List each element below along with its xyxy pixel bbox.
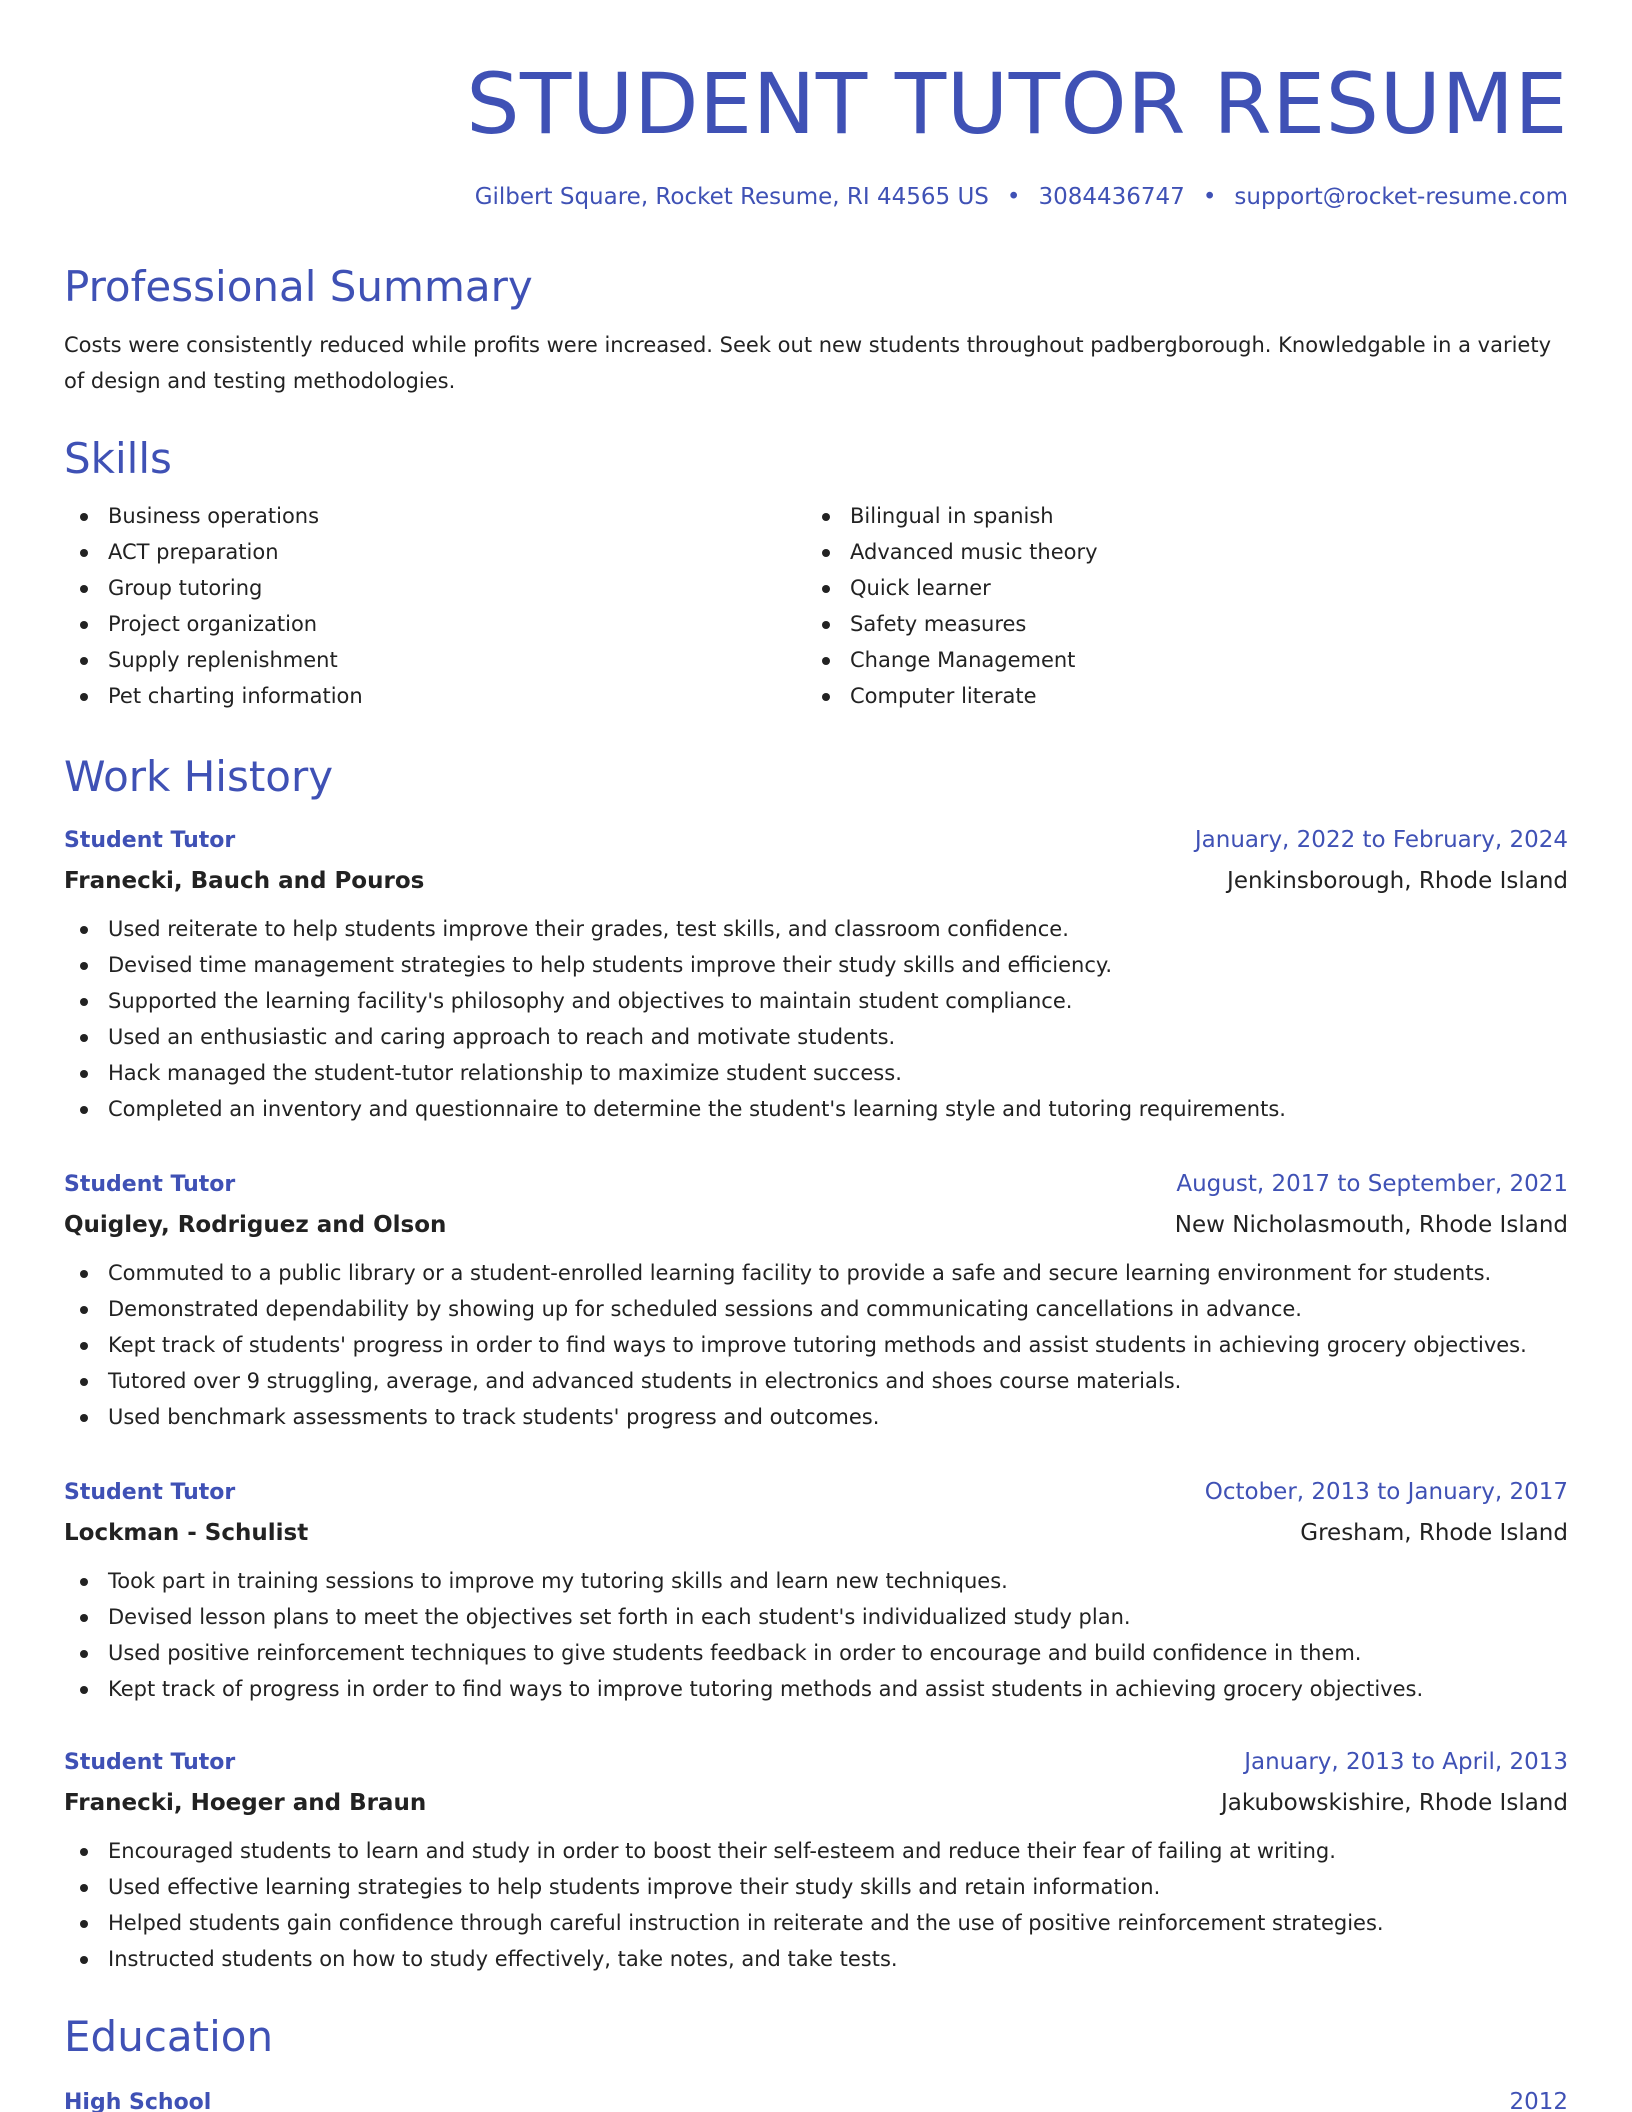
resume-page (64, 0, 1568, 2112)
skill-item: Business operations (64, 498, 806, 534)
job-bullet: Encouraged students to learn and study in order to boost their self-esteem and reduce their fear of failing at writing. (64, 1833, 1568, 1869)
job-dates: January, 2013 to April, 2013 (1244, 1749, 1568, 1775)
job-title: Student Tutor (64, 1172, 236, 1197)
skill-item: Computer literate (806, 678, 1548, 714)
job-location: Jenkinsborough, Rhode Island (1227, 868, 1568, 894)
job-title: Student Tutor (64, 1480, 236, 1505)
job-bullets (64, 1563, 1568, 1707)
summary-section (64, 260, 1568, 399)
skills-list-left (64, 498, 806, 714)
summary-text: Costs were consistently reduced while profits were increased. Seek out new students throughout padbergborough. Knowledgable in a variety of design and testing methodologies. (64, 333, 1552, 393)
job-entry (64, 1166, 1568, 1435)
job-bullet: Devised lesson plans to meet the objectives set forth in each student's individualized study plan. (64, 1599, 1568, 1635)
contact-email: support@rocket-resume.com (1234, 184, 1568, 210)
education-section (64, 2010, 1568, 2112)
skill-item: Bilingual in spanish (806, 498, 1548, 534)
job-bullets (64, 1833, 1568, 1977)
job-location: Jakubowskishire, Rhode Island (1220, 1790, 1568, 1816)
skill-item: Pet charting information (64, 678, 806, 714)
job-bullets (64, 1255, 1568, 1435)
job-bullet: Kept track of progress in order to find ways to improve tutoring methods and assist students in achieving grocery objectives. (64, 1671, 1568, 1707)
job-company: Franecki, Hoeger and Braun (64, 1790, 427, 1816)
job-dates: October, 2013 to January, 2017 (1204, 1479, 1568, 1505)
contact-address: Gilbert Square, Rocket Resume, RI 44565 US (474, 184, 989, 210)
job-bullet: Kept track of students' progress in order to find ways to improve tutoring methods and assist students in achieving grocery objectives. (64, 1327, 1568, 1363)
skill-item: Change Management (806, 642, 1548, 678)
job-bullet: Used an enthusiastic and caring approach to reach and motivate students. (64, 1019, 1568, 1055)
job-entry (64, 1474, 1568, 1707)
skill-item: ACT preparation (64, 534, 806, 570)
job-entry (64, 1744, 1568, 1977)
skill-item: Advanced music theory (806, 534, 1548, 570)
job-bullet: Took part in training sessions to improve my tutoring skills and learn new techniques. (64, 1563, 1568, 1599)
job-entry (64, 822, 1568, 1127)
job-company: Franecki, Bauch and Pouros (64, 868, 425, 894)
education-degree: High School (64, 2090, 212, 2112)
job-bullet: Used benchmark assessments to track students' progress and outcomes. (64, 1399, 1568, 1435)
contact-separator: • (1006, 184, 1021, 210)
skills-section (64, 432, 1568, 714)
job-bullet: Demonstrated dependability by showing up for scheduled sessions and communicating cancellations in advance. (64, 1291, 1568, 1327)
skill-item: Quick learner (806, 570, 1548, 606)
work-history-section (64, 750, 1568, 804)
skill-item: Project organization (64, 606, 806, 642)
job-bullet: Used effective learning strategies to help students improve their study skills and retain information. (64, 1869, 1568, 1905)
work-history-heading: Work History (64, 752, 334, 801)
contact-phone: 3084436747 (1038, 184, 1185, 210)
skills-heading: Skills (64, 434, 172, 483)
skill-item: Supply replenishment (64, 642, 806, 678)
job-location: Gresham, Rhode Island (1300, 1520, 1568, 1546)
job-dates: January, 2022 to February, 2024 (1194, 827, 1568, 853)
job-company: Quigley, Rodriguez and Olson (64, 1212, 447, 1238)
education-year: 2012 (1509, 2089, 1568, 2112)
summary-heading: Professional Summary (64, 262, 533, 311)
job-bullet: Helped students gain confidence through careful instruction in reiterate and the use of positive reinforcement strategies. (64, 1905, 1568, 1941)
education-heading: Education (64, 2012, 274, 2061)
job-bullet: Used positive reinforcement techniques to give students feedback in order to encourage and build confidence in them. (64, 1635, 1568, 1671)
contact-separator: • (1202, 184, 1217, 210)
skill-item: Safety measures (806, 606, 1548, 642)
skills-columns (64, 498, 1568, 714)
contact-line (475, 180, 1568, 214)
job-title: Student Tutor (64, 1750, 236, 1775)
job-location: New Nicholasmouth, Rhode Island (1174, 1212, 1568, 1238)
job-bullet: Devised time management strategies to help students improve their study skills and efficiency. (64, 947, 1568, 983)
resume-title: STUDENT TUTOR RESUME (466, 55, 1568, 153)
job-title: Student Tutor (64, 828, 236, 853)
job-bullets (64, 911, 1568, 1127)
job-bullet: Supported the learning facility's philosophy and objectives to maintain student compliance. (64, 983, 1568, 1019)
job-bullet: Hack managed the student-tutor relationship to maximize student success. (64, 1055, 1568, 1091)
job-bullet: Instructed students on how to study effectively, take notes, and take tests. (64, 1941, 1568, 1977)
skills-list-right (806, 498, 1548, 714)
job-company: Lockman - Schulist (64, 1520, 309, 1546)
job-dates: August, 2017 to September, 2021 (1176, 1171, 1568, 1197)
job-bullet: Used reiterate to help students improve their grades, test skills, and classroom confidence. (64, 911, 1568, 947)
job-bullet: Commuted to a public library or a student-enrolled learning facility to provide a safe and secure learning environment for students. (64, 1255, 1568, 1291)
job-bullet: Tutored over 9 struggling, average, and advanced students in electronics and shoes course materials. (64, 1363, 1568, 1399)
skill-item: Group tutoring (64, 570, 806, 606)
job-bullet: Completed an inventory and questionnaire to determine the student's learning style and tutoring requirements. (64, 1091, 1568, 1127)
